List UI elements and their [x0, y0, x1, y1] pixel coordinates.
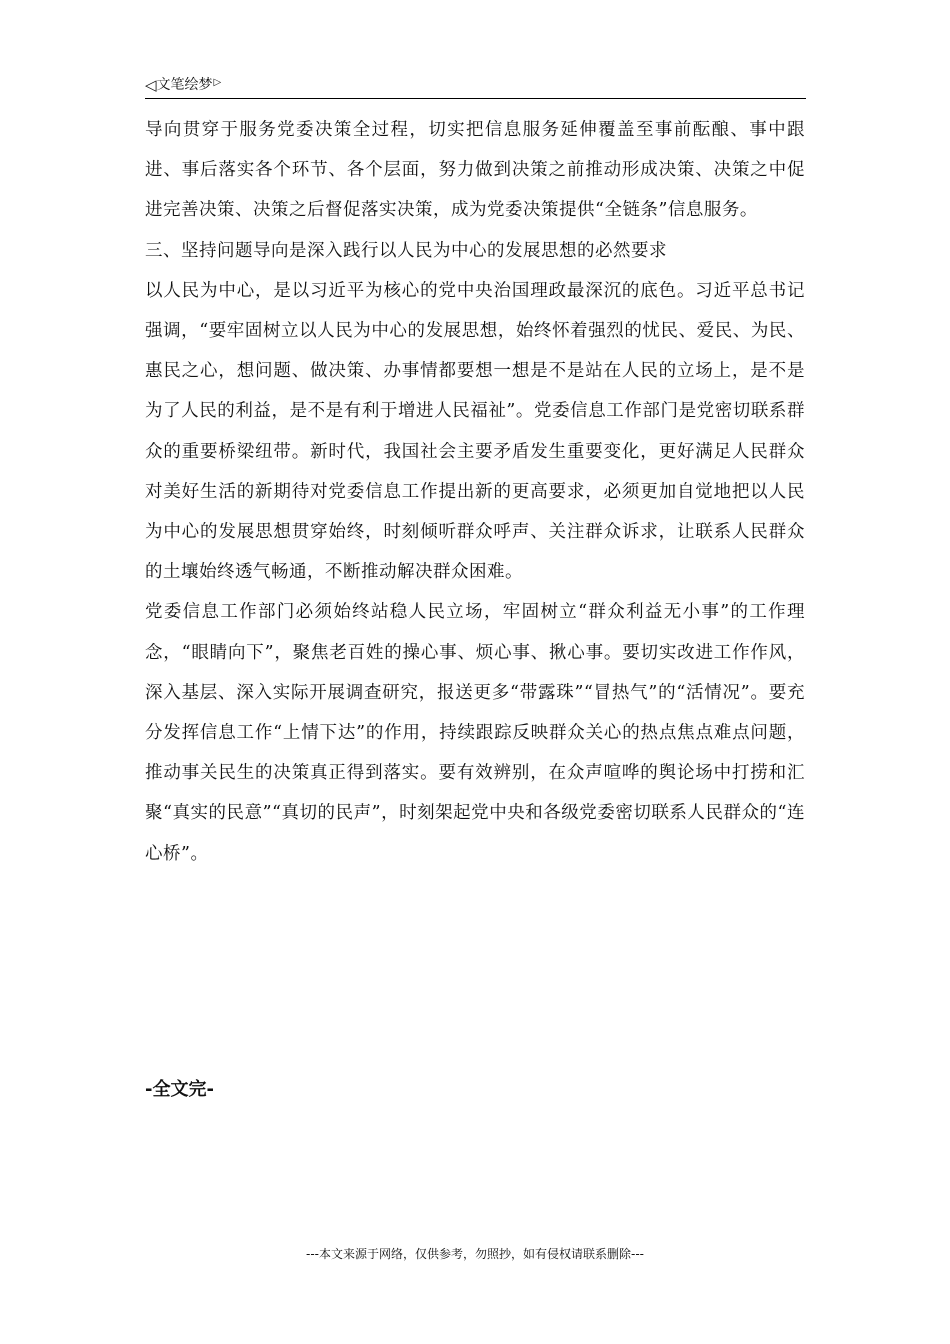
page-header: [145, 76, 806, 99]
paragraph: 导向贯穿于服务党委决策全过程，切实把信息服务延伸覆盖至事前酝酿、事中跟进、事后落实各个环节、各个层面，努力做到决策之前推动形成决策、决策之中促进完善决策、决策之后督促落实决策，成为党委决策提供“全链条”信息服务。: [145, 120, 805, 221]
end-marker: -全文完-: [145, 1079, 214, 1100]
left-triangle-icon: ◁: [145, 76, 157, 94]
section-heading: 三、坚持问题导向是深入践行以人民为中心的发展思想的必然要求: [145, 240, 667, 261]
footer-disclaimer: ---本文来源于网络，仅供参考，勿照抄，如有侵权请联系删除---: [306, 1247, 644, 1261]
document-body: [145, 110, 805, 874]
header-title: 文笔绘梦: [156, 77, 213, 93]
right-triangle-icon: ▷: [213, 77, 222, 88]
paragraph: 以人民为中心，是以习近平为核心的党中央治国理政最深沉的底色。习近平总书记强调，“要牢固树立以人民为中心的发展思想，始终怀着强烈的忧民、爱民、为民、惠民之心，想问题、做决策、办事情都要想一想是不是站在人民的立场上，是不是为了人民的利益，是不是有利于增进人民福祉”。党委信息工作部门是党密切联系群众的重要桥梁纽带。新时代，我国社会主要矛盾发生重要变化，更好满足人民群众对美好生活的新期待对党委信息工作提出新的更高要求，必须更加自觉地把以人民为中心的发展思想贯穿始终，时刻倾听群众呼声、关注群众诉求，让联系人民群众的土壤始终透气畅通，不断推动解决群众困难。: [145, 280, 805, 583]
paragraph: 党委信息工作部门必须始终站稳人民立场，牢固树立“群众利益无小事”的工作理念，“眼睛向下”，聚焦老百姓的操心事、烦心事、揪心事。要切实改进工作作风，深入基层、深入实际开展调查研究，报送更多“带露珠”“冒热气”的“活情况”。要充分发挥信息工作“上情下达”的作用，持续跟踪反映群众关心的热点焦点难点问题，推动事关民生的决策真正得到落实。要有效辨别，在众声喧哗的舆论场中打捞和汇聚“真实的民意”“真切的民声”，时刻架起党中央和各级党委密切联系人民群众的“连心桥”。: [145, 602, 805, 864]
